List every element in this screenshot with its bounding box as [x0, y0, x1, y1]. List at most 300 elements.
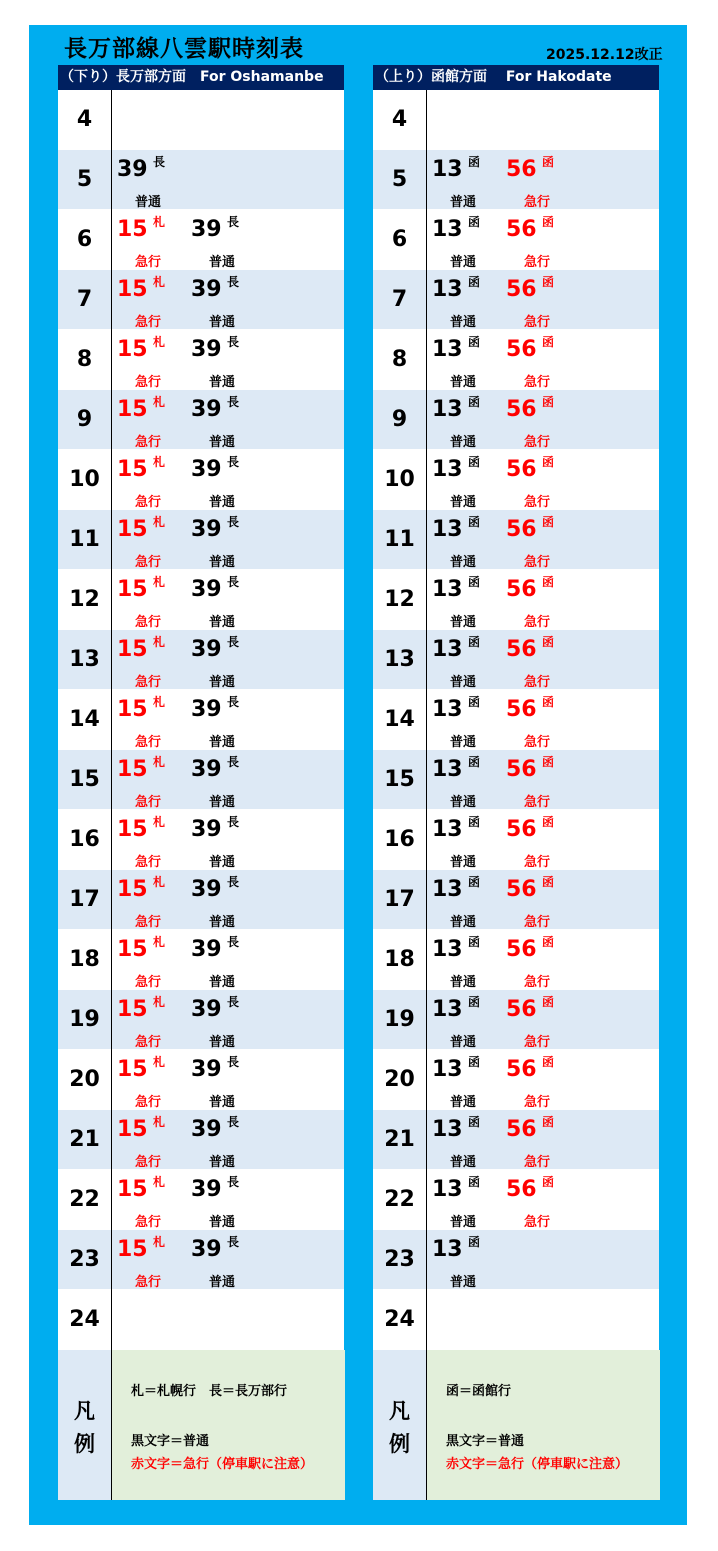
legend-body [111, 1350, 345, 1500]
destination-mark: 長 [227, 275, 240, 289]
departure [501, 570, 601, 630]
timetable-row [58, 150, 344, 210]
timetable-row [373, 510, 659, 570]
up-direction-header: （上り）函館方面 For Hakodate [373, 65, 659, 90]
destination-mark: 長 [227, 335, 240, 349]
departure-minute: 39 [191, 1237, 222, 1262]
train-type: 普通 [209, 255, 236, 270]
departure-minute: 15 [117, 937, 148, 962]
departure-cells [426, 450, 660, 510]
departure-cells [111, 1050, 345, 1110]
train-type: 普通 [450, 255, 477, 270]
departure [501, 510, 601, 570]
timetable-row [58, 450, 344, 510]
timetable-row [373, 1290, 659, 1350]
departure-minute: 56 [506, 937, 537, 962]
train-type: 普通 [450, 675, 477, 690]
hour-label: 11 [69, 527, 100, 552]
departure [186, 270, 286, 330]
hour-label: 6 [391, 227, 408, 252]
departure-minute: 15 [117, 1237, 148, 1262]
down-direction-header: （下り）長万部方面 For Oshamanbe [58, 65, 344, 90]
departure-cells [426, 750, 660, 810]
departure-cells [111, 1290, 345, 1350]
timetable-row [58, 1050, 344, 1110]
departure [427, 1230, 527, 1290]
departure-cells [111, 990, 345, 1050]
departure-cells [111, 330, 345, 390]
destination-mark: 長 [227, 575, 240, 589]
timetable-row [58, 570, 344, 630]
departure [186, 930, 286, 990]
departure-minute: 39 [191, 817, 222, 842]
departure-cells [426, 330, 660, 390]
departure-minute: 56 [506, 277, 537, 302]
departure-minute: 15 [117, 1057, 148, 1082]
train-type: 急行 [524, 735, 551, 750]
train-type: 普通 [209, 1035, 236, 1050]
departure-minute: 13 [432, 817, 463, 842]
train-type: 普通 [209, 435, 236, 450]
train-type: 急行 [135, 435, 162, 450]
hour-label: 21 [384, 1127, 415, 1152]
train-type: 急行 [135, 255, 162, 270]
departure [501, 750, 601, 810]
destination-mark: 長 [227, 1175, 240, 1189]
train-type: 急行 [524, 675, 551, 690]
departure-minute: 15 [117, 577, 148, 602]
hour-label: 10 [69, 467, 100, 492]
destination-mark: 函 [542, 1055, 555, 1069]
train-type: 急行 [135, 315, 162, 330]
legend-express: 赤文字＝急行（停車駅に注意） [446, 1457, 629, 1472]
destination-mark: 札 [153, 275, 166, 289]
departure-cells [111, 630, 345, 690]
departure-cells [426, 1170, 660, 1230]
departure [501, 390, 601, 450]
timetable-row [373, 90, 659, 150]
departure-minute: 56 [506, 577, 537, 602]
destination-mark: 札 [153, 815, 166, 829]
destination-mark: 函 [542, 455, 555, 469]
down-timetable-panel [58, 65, 344, 1500]
legend-label-top: 凡 [389, 1399, 410, 1423]
train-type: 急行 [135, 375, 162, 390]
timetable-row [58, 930, 344, 990]
legend-local: 黒文字＝普通 [131, 1434, 210, 1449]
train-type: 普通 [209, 1215, 236, 1230]
departure-minute: 56 [506, 397, 537, 422]
departure-cells [111, 390, 345, 450]
timetable-row [58, 1230, 344, 1290]
destination-mark: 函 [542, 275, 555, 289]
train-type: 急行 [524, 195, 551, 210]
destination-mark: 長 [227, 635, 240, 649]
destination-mark: 函 [542, 695, 555, 709]
up-timetable-rows [373, 90, 659, 1350]
destination-mark: 札 [153, 755, 166, 769]
departure [112, 150, 212, 210]
timetable-row [373, 330, 659, 390]
train-type: 普通 [209, 495, 236, 510]
destination-mark: 函 [542, 1115, 555, 1129]
departure-cells [426, 810, 660, 870]
departure [186, 1110, 286, 1170]
destination-mark: 函 [542, 395, 555, 409]
destination-mark: 函 [542, 575, 555, 589]
train-type: 普通 [209, 795, 236, 810]
destination-mark: 函 [542, 815, 555, 829]
train-type: 急行 [524, 1095, 551, 1110]
destination-mark: 函 [542, 935, 555, 949]
timetable-row [373, 1110, 659, 1170]
departure-minute: 56 [506, 157, 537, 182]
departure [501, 690, 601, 750]
departure-minute: 13 [432, 877, 463, 902]
destination-mark: 札 [153, 455, 166, 469]
legend-label [373, 1350, 426, 1500]
departure-cells [426, 1110, 660, 1170]
legend-local: 黒文字＝普通 [446, 1434, 525, 1449]
train-type: 普通 [450, 1275, 477, 1290]
timetable-row [373, 870, 659, 930]
destination-mark: 長 [227, 395, 240, 409]
destination-mark: 札 [153, 395, 166, 409]
train-type: 急行 [135, 1035, 162, 1050]
destination-mark: 函 [542, 1175, 555, 1189]
legend-destinations: 函＝函館行 [446, 1384, 512, 1399]
train-type: 普通 [135, 195, 162, 210]
timetable-row [373, 210, 659, 270]
departure [186, 510, 286, 570]
destination-mark: 長 [227, 1115, 240, 1129]
hour-label: 16 [69, 827, 100, 852]
destination-mark: 函 [468, 635, 481, 649]
departure-cells [426, 210, 660, 270]
timetable-row [58, 870, 344, 930]
legend-label-bottom: 例 [389, 1432, 410, 1456]
departure-minute: 56 [506, 1057, 537, 1082]
legend-label-top: 凡 [74, 1399, 95, 1423]
train-type: 普通 [209, 855, 236, 870]
destination-mark: 長 [227, 455, 240, 469]
train-type: 急行 [135, 975, 162, 990]
train-type: 普通 [450, 1215, 477, 1230]
hour-label: 9 [76, 407, 93, 432]
departure-minute: 56 [506, 697, 537, 722]
hour-label: 24 [384, 1307, 415, 1332]
departure-cells [111, 930, 345, 990]
destination-mark: 札 [153, 695, 166, 709]
timetable-row [58, 510, 344, 570]
departure [501, 330, 601, 390]
destination-mark: 長 [227, 215, 240, 229]
timetable-row [58, 810, 344, 870]
departure-cells [426, 90, 660, 150]
departure-minute: 13 [432, 337, 463, 362]
hour-label: 4 [391, 107, 408, 132]
departure-minute: 56 [506, 817, 537, 842]
departure [501, 810, 601, 870]
train-type: 急行 [524, 495, 551, 510]
departure-minute: 39 [191, 1177, 222, 1202]
departure-minute: 56 [506, 637, 537, 662]
departure-cells [111, 270, 345, 330]
hour-label: 12 [69, 587, 100, 612]
departure-minute: 15 [117, 277, 148, 302]
departure-minute: 15 [117, 517, 148, 542]
departure-minute: 56 [506, 337, 537, 362]
revision-date: 2025.12.12改正 [546, 47, 663, 63]
timetable-row [373, 1050, 659, 1110]
departure-minute: 56 [506, 217, 537, 242]
train-type: 急行 [524, 255, 551, 270]
train-type: 急行 [135, 675, 162, 690]
destination-mark: 札 [153, 935, 166, 949]
hour-label: 18 [384, 947, 415, 972]
departure-cells [426, 270, 660, 330]
departure-minute: 39 [191, 337, 222, 362]
departure-minute: 13 [432, 157, 463, 182]
hour-label: 22 [69, 1187, 100, 1212]
departure-cells [111, 750, 345, 810]
departure-minute: 39 [191, 757, 222, 782]
departure-minute: 39 [191, 577, 222, 602]
departure-minute: 13 [432, 217, 463, 242]
destination-mark: 函 [468, 1175, 481, 1189]
departure-cells [426, 690, 660, 750]
hour-label: 5 [391, 167, 408, 192]
departure-cells [111, 210, 345, 270]
train-type: 普通 [450, 1035, 477, 1050]
destination-mark: 札 [153, 1175, 166, 1189]
departure-minute: 39 [191, 877, 222, 902]
train-type: 急行 [524, 555, 551, 570]
departure-minute: 56 [506, 457, 537, 482]
departure-minute: 13 [432, 457, 463, 482]
departure [501, 450, 601, 510]
timetable-row [373, 690, 659, 750]
hour-label: 15 [384, 767, 415, 792]
legend-destinations: 札＝札幌行 長＝長万部行 [131, 1384, 288, 1399]
destination-mark: 函 [468, 875, 481, 889]
destination-mark: 長 [227, 995, 240, 1009]
departure-minute: 39 [191, 997, 222, 1022]
down-timetable-rows [58, 90, 344, 1350]
timetable-row [58, 1110, 344, 1170]
departure-minute: 39 [191, 217, 222, 242]
destination-mark: 函 [542, 755, 555, 769]
train-type: 急行 [135, 735, 162, 750]
departure-cells [426, 870, 660, 930]
departure [501, 990, 601, 1050]
hour-label: 7 [76, 287, 93, 312]
train-type: 急行 [135, 795, 162, 810]
departure-cells [111, 810, 345, 870]
departure-minute: 39 [191, 1117, 222, 1142]
destination-mark: 札 [153, 515, 166, 529]
departure-cells [426, 1230, 660, 1290]
departure-minute: 15 [117, 997, 148, 1022]
departure [186, 450, 286, 510]
train-type: 普通 [450, 975, 477, 990]
departure-minute: 13 [432, 577, 463, 602]
hour-label: 24 [69, 1307, 100, 1332]
departure-minute: 13 [432, 397, 463, 422]
departure-minute: 13 [432, 517, 463, 542]
timetable-row [58, 1290, 344, 1350]
timetable-row [373, 630, 659, 690]
departure [186, 750, 286, 810]
train-type: 急行 [135, 1215, 162, 1230]
destination-mark: 函 [542, 995, 555, 1009]
train-type: 急行 [524, 1215, 551, 1230]
hour-label: 17 [69, 887, 100, 912]
timetable-row [373, 270, 659, 330]
hour-label: 20 [69, 1067, 100, 1092]
train-type: 急行 [524, 375, 551, 390]
destination-mark: 函 [468, 155, 481, 169]
destination-mark: 函 [468, 935, 481, 949]
destination-mark: 札 [153, 1235, 166, 1249]
train-type: 急行 [524, 855, 551, 870]
destination-mark: 函 [468, 215, 481, 229]
train-type: 普通 [209, 735, 236, 750]
departure [186, 990, 286, 1050]
departure-minute: 39 [191, 517, 222, 542]
departure-minute: 39 [117, 157, 148, 182]
timetable-row [373, 1230, 659, 1290]
departure-minute: 15 [117, 637, 148, 662]
hour-label: 19 [69, 1007, 100, 1032]
destination-mark: 札 [153, 1115, 166, 1129]
departure-minute: 13 [432, 757, 463, 782]
destination-mark: 函 [468, 995, 481, 1009]
train-type: 普通 [209, 375, 236, 390]
timetable-row [58, 990, 344, 1050]
destination-mark: 長 [227, 695, 240, 709]
hour-label: 5 [76, 167, 93, 192]
timetable-row [373, 810, 659, 870]
departure-cells [426, 990, 660, 1050]
departure-minute: 15 [117, 697, 148, 722]
hour-label: 23 [384, 1247, 415, 1272]
destination-mark: 長 [227, 1055, 240, 1069]
timetable-row [373, 390, 659, 450]
destination-mark: 函 [468, 275, 481, 289]
train-type: 普通 [450, 615, 477, 630]
hour-label: 13 [69, 647, 100, 672]
departure-minute: 39 [191, 637, 222, 662]
train-type: 普通 [450, 195, 477, 210]
hour-label: 15 [69, 767, 100, 792]
destination-mark: 札 [153, 575, 166, 589]
departure-minute: 39 [191, 937, 222, 962]
destination-mark: 函 [468, 1115, 481, 1129]
departure-cells [111, 150, 345, 210]
hour-label: 9 [391, 407, 408, 432]
departure-cells [426, 510, 660, 570]
hour-label: 12 [384, 587, 415, 612]
departure [501, 1170, 601, 1230]
hour-label: 23 [69, 1247, 100, 1272]
timetable-row [373, 930, 659, 990]
destination-mark: 札 [153, 875, 166, 889]
departure-minute: 15 [117, 337, 148, 362]
hour-label: 4 [76, 107, 93, 132]
destination-mark: 函 [542, 215, 555, 229]
destination-mark: 長 [227, 1235, 240, 1249]
departure-minute: 56 [506, 997, 537, 1022]
train-type: 普通 [209, 915, 236, 930]
train-type: 急行 [524, 1155, 551, 1170]
train-type: 普通 [209, 975, 236, 990]
destination-mark: 長 [227, 815, 240, 829]
destination-mark: 函 [468, 575, 481, 589]
train-type: 普通 [450, 915, 477, 930]
hour-label: 7 [391, 287, 408, 312]
departure-minute: 13 [432, 937, 463, 962]
destination-mark: 札 [153, 995, 166, 1009]
destination-mark: 函 [468, 695, 481, 709]
destination-mark: 函 [468, 1055, 481, 1069]
train-type: 普通 [450, 795, 477, 810]
timetable-row [58, 630, 344, 690]
timetable-row [58, 90, 344, 150]
departure [186, 570, 286, 630]
timetable-row [58, 210, 344, 270]
departure-minute: 56 [506, 1117, 537, 1142]
departure-minute: 13 [432, 1177, 463, 1202]
hour-label: 11 [384, 527, 415, 552]
train-type: 普通 [450, 315, 477, 330]
departure-minute: 15 [117, 217, 148, 242]
departure-cells [111, 450, 345, 510]
legend-label-bottom: 例 [74, 1432, 95, 1456]
down-legend [58, 1350, 344, 1500]
departure-minute: 13 [432, 1057, 463, 1082]
departure [186, 1230, 286, 1290]
train-type: 急行 [135, 615, 162, 630]
destination-mark: 函 [542, 875, 555, 889]
train-type: 普通 [450, 855, 477, 870]
train-type: 急行 [135, 1155, 162, 1170]
train-type: 普通 [450, 735, 477, 750]
departure-cells [426, 150, 660, 210]
departure [186, 810, 286, 870]
train-type: 急行 [524, 795, 551, 810]
departure [501, 270, 601, 330]
departure-minute: 15 [117, 757, 148, 782]
departure-minute: 15 [117, 1177, 148, 1202]
timetable-row [373, 570, 659, 630]
departure [501, 150, 601, 210]
train-type: 急行 [135, 495, 162, 510]
train-type: 急行 [135, 915, 162, 930]
hour-label: 18 [69, 947, 100, 972]
hour-label: 13 [384, 647, 415, 672]
page-title: 長万部線八雲駅時刻表 [64, 36, 304, 62]
train-type: 普通 [450, 435, 477, 450]
departure-cells [111, 570, 345, 630]
departure [186, 390, 286, 450]
departure-cells [426, 930, 660, 990]
up-timetable-panel [373, 65, 659, 1500]
departure [501, 630, 601, 690]
timetable-row [373, 1170, 659, 1230]
departure [186, 330, 286, 390]
departure-minute: 39 [191, 697, 222, 722]
